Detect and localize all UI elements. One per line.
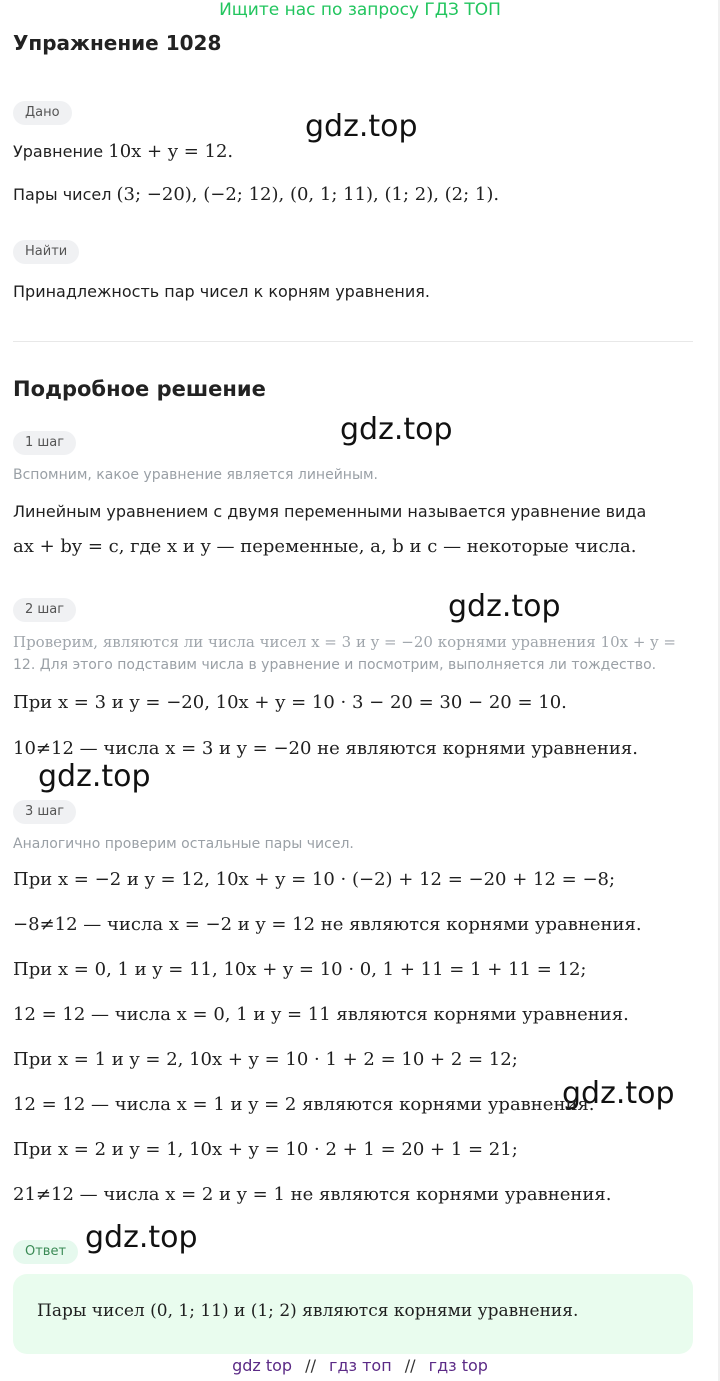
footer-separator: // (305, 1356, 316, 1375)
step-3-line-text: 12 = 12 — числа x = 1 и y = 2 являются корнями уравнения. (13, 1094, 595, 1115)
step-2-hint-cont: 12. Для этого подставим числа в уравнение и посмотрим, выполняется ли тождество. (13, 657, 657, 673)
step-2-chip: 2 шаг (13, 598, 76, 622)
given-equation-label: Уравнение (13, 142, 104, 161)
step-2-calc-text: При x = 3 и y = −20, 10x + y = 10 · 3 − 20 = 30 − 20 = 10. (13, 692, 567, 713)
step-3-line (13, 959, 586, 980)
watermark: gdz.top (85, 1220, 198, 1255)
given-pairs-math: (3; −20), (−2; 12), (0, 1; 11), (1; 2), (2; 1). (116, 184, 500, 205)
step-3-chip: 3 шаг (13, 800, 76, 824)
step-1-definition: Линейным уравнением с двумя переменными называется уравнение вида (13, 502, 647, 521)
step-2-conclusion (13, 738, 638, 759)
step-2-hint (13, 633, 676, 651)
watermark: gdz.top (305, 109, 418, 144)
solution-heading: Подробное решение (13, 377, 266, 401)
answer-chip: Ответ (13, 1240, 78, 1264)
step-3-line (13, 869, 615, 890)
step-3-line (13, 1184, 611, 1205)
step-1-formula (13, 536, 636, 557)
step-1-chip: 1 шаг (13, 431, 76, 455)
exercise-title: Упражнение 1028 (13, 31, 222, 55)
step-1-formula-text: ax + by = c, где x и y — переменные, a, b и c — некоторые числа. (13, 536, 637, 557)
step-3-line (13, 1049, 518, 1070)
step-3-line-text: При x = 0, 1 и y = 11, 10x + y = 10 · 0, 1 + 11 = 1 + 11 = 12; (13, 959, 587, 980)
watermark: gdz.top (340, 412, 453, 447)
step-3-line-text: При x = 1 и y = 2, 10x + y = 10 · 1 + 2 = 10 + 2 = 12; (13, 1049, 518, 1070)
step-2-calc (13, 692, 567, 713)
step-3-line (13, 1094, 595, 1115)
step-2-hint-text: Проверим, являются ли числа чисел x = 3 и y = −20 корнями уравнения 10x + y = (13, 633, 676, 651)
footer-links (0, 1356, 720, 1375)
watermark: gdz.top (448, 589, 561, 624)
step-3-line-text: 12 = 12 — числа x = 0, 1 и y = 11 являются корнями уравнения. (13, 1004, 629, 1025)
step-3-hint: Аналогично проверим остальные пары чисел. (13, 836, 354, 852)
find-text: Принадлежность пар чисел к корням уравнения. (13, 282, 430, 301)
given-equation (13, 141, 233, 162)
footer-link[interactable]: гдз топ (329, 1356, 392, 1375)
answer-text-content: Пары чисел (0, 1; 11) и (1; 2) являются корнями уравнения. (37, 1301, 579, 1321)
given-equation-math: 10x + y = 12. (108, 141, 234, 162)
given-pairs (13, 184, 499, 205)
footer-link[interactable]: gdz top (232, 1356, 293, 1375)
given-chip: Дано (13, 101, 72, 125)
section-divider (13, 341, 693, 342)
step-3-line (13, 914, 642, 935)
given-pairs-label: Пары чисел (13, 185, 112, 204)
step-3-line-text: −8≠12 — числа x = −2 и y = 12 не являются корнями уравнения. (13, 914, 642, 935)
step-3-line-text: При x = 2 и y = 1, 10x + y = 10 · 2 + 1 = 20 + 1 = 21; (13, 1139, 518, 1160)
step-3-line-text: При x = −2 и y = 12, 10x + y = 10 · (−2) + 12 = −20 + 12 = −8; (13, 869, 616, 890)
answer-box (13, 1274, 693, 1354)
step-1-hint: Вспомним, какое уравнение является линейным. (13, 467, 379, 483)
footer-link[interactable]: гдз top (428, 1356, 488, 1375)
step-3-line-text: 21≠12 — числа x = 2 и y = 1 не являются корнями уравнения. (13, 1184, 612, 1205)
watermark: gdz.top (562, 1076, 675, 1111)
footer-separator: // (404, 1356, 416, 1375)
watermark: gdz.top (38, 759, 151, 794)
search-banner[interactable]: Ищите нас по запросу ГДЗ ТОП (219, 0, 501, 20)
step-3-line (13, 1004, 629, 1025)
answer-text (37, 1301, 578, 1321)
step-3-line (13, 1139, 518, 1160)
step-2-conclusion-text: 10≠12 — числа x = 3 и y = −20 не являются корнями уравнения. (13, 738, 638, 759)
find-chip: Найти (13, 240, 79, 264)
